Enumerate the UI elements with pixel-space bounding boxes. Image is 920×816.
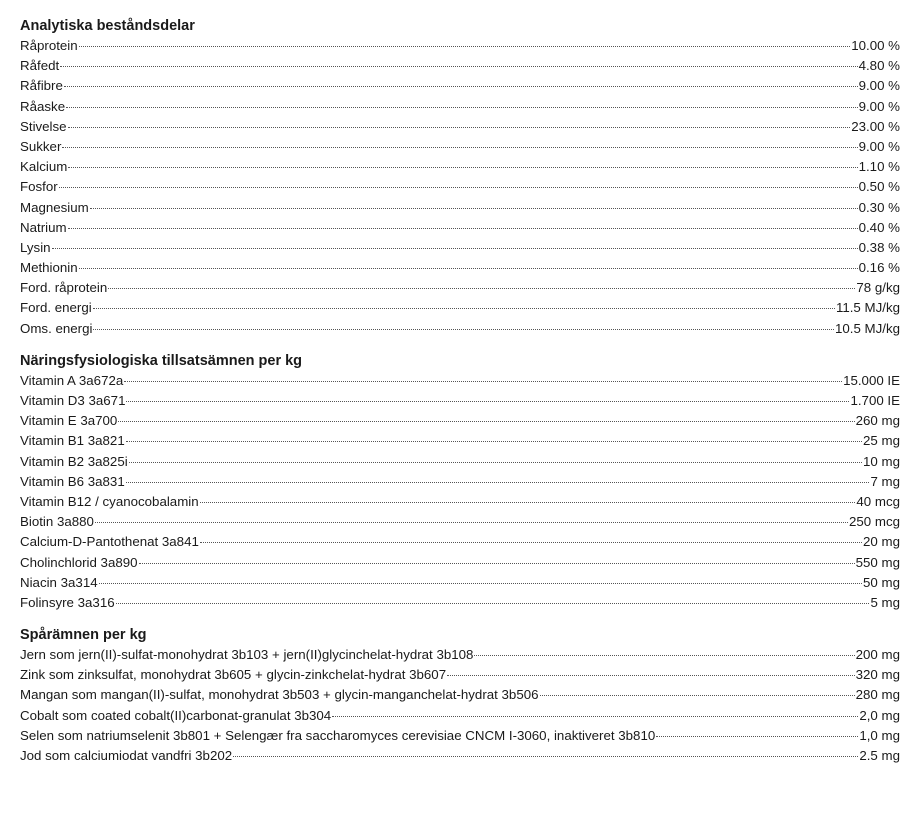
dot-leader [90, 208, 858, 209]
nutrition-document [20, 14, 900, 766]
item-value: 2.5 mg [859, 748, 900, 763]
item-value: 10 mg [863, 453, 900, 469]
list-item [20, 532, 900, 552]
item-name: Vitamin B1 3a821 [20, 433, 125, 449]
list-item [20, 157, 900, 177]
section-analytical [20, 14, 900, 339]
list-item [20, 492, 900, 512]
dot-leader [68, 167, 857, 168]
item-value: 78 g/kg [856, 280, 900, 296]
dot-leader [62, 147, 857, 148]
dot-leader [79, 268, 858, 269]
list-item [20, 411, 900, 431]
dot-leader [124, 381, 842, 382]
list-item [20, 452, 900, 472]
list-item [20, 593, 900, 613]
list-item [20, 177, 900, 197]
list-item [20, 573, 900, 593]
item-value: 5 mg [870, 594, 900, 610]
dot-leader [52, 248, 858, 249]
item-value: 4.80 % [858, 58, 900, 74]
item-value: 9.00 % [858, 138, 900, 154]
dot-leader [332, 716, 858, 717]
list-item [20, 665, 900, 685]
dot-leader [68, 127, 851, 128]
item-value: 7 mg [870, 473, 900, 489]
item-name: Selen som natriumselenit 3b801 + Selengær fra saccharomyces cerevisiae CNCM I-3060, inaktiveret 3b810 [20, 727, 656, 743]
item-value: 9.00 % [858, 98, 900, 114]
list-item [20, 472, 900, 492]
item-value: 0.40 % [858, 219, 900, 235]
item-value: 280 mg [855, 687, 900, 703]
dot-leader [116, 603, 870, 604]
item-value: 10.5 MJ/kg [834, 320, 900, 336]
dot-leader [66, 107, 858, 108]
dot-leader [59, 187, 858, 188]
dot-leader [540, 695, 855, 696]
item-value: 550 mg [855, 554, 900, 570]
dot-leader [200, 502, 856, 503]
item-name: Niacin 3a314 [20, 574, 98, 590]
list-item [20, 137, 900, 157]
item-value: 320 mg [855, 667, 900, 683]
item-name: Cholinchlorid 3a890 [20, 554, 138, 570]
item-value: 15.000 IE [843, 372, 900, 388]
item-name: Vitamin B6 3a831 [20, 473, 125, 489]
list-item [20, 278, 900, 298]
item-value: 200 mg [855, 647, 900, 663]
dot-leader [108, 288, 855, 289]
item-name: Lysin [20, 239, 51, 255]
item-name: Ford. energi [20, 300, 92, 316]
list-item [20, 36, 900, 56]
item-name: Calcium-D-Pantothenat 3a841 [20, 534, 199, 550]
dot-leader [139, 563, 855, 564]
list-item [20, 685, 900, 705]
section-title: Näringsfysiologiska tillsatsämnen per kg [20, 352, 303, 369]
item-name: Jod som calciumiodat vandfri 3b202 [20, 748, 233, 763]
item-value: 0.38 % [858, 239, 900, 255]
item-name: Ford. råprotein [20, 280, 108, 296]
item-name: Vitamin B12 / cyanocobalamin [20, 493, 199, 509]
dot-leader [126, 401, 849, 402]
item-value: 1.700 IE [850, 393, 900, 408]
item-value: 1.10 % [858, 159, 900, 175]
dot-leader [474, 655, 854, 656]
dot-leader [64, 86, 858, 87]
list-item [20, 218, 900, 238]
analytical-list [20, 36, 900, 339]
item-name: Vitamin A 3a672a [20, 372, 124, 388]
item-value: 20 mg [863, 534, 900, 550]
item-name: Methionin [20, 260, 78, 276]
item-value: 23.00 % [851, 118, 900, 134]
item-name: Magnesium [20, 199, 89, 215]
dot-leader [200, 542, 862, 543]
list-item [20, 391, 900, 411]
list-item [20, 298, 900, 318]
item-name: Natrium [20, 219, 67, 235]
list-item [20, 56, 900, 76]
dot-leader [129, 462, 862, 463]
list-item [20, 371, 900, 391]
item-value: 40 mcg [856, 493, 900, 509]
dot-leader [126, 441, 862, 442]
section-title: Spårämnen per kg [20, 627, 147, 644]
list-item [20, 97, 900, 117]
item-name: Vitamin B2 3a825i [20, 453, 128, 469]
item-value: 2,0 mg [859, 707, 900, 723]
dot-leader [60, 66, 857, 67]
list-item [20, 746, 900, 766]
item-value: 250 mcg [849, 514, 900, 530]
dot-leader [79, 46, 851, 47]
item-value: 9.00 % [858, 78, 900, 94]
item-name: Råaske [20, 98, 66, 114]
item-name: Vitamin E 3a700 [20, 413, 118, 429]
item-name: Vitamin D3 3a671 [20, 393, 126, 408]
section-trace-elements [20, 623, 900, 766]
item-name: Mangan som mangan(II)-sulfat, monohydrat 3b503 + glycin-manganchelat-hydrat 3b506 [20, 687, 539, 703]
trace-elements-list [20, 645, 900, 766]
list-item [20, 553, 900, 573]
list-item [20, 431, 900, 451]
additives-list [20, 371, 900, 613]
dot-leader [93, 308, 835, 309]
section-title: Analytiska beståndsdelar [20, 18, 195, 34]
item-value: 50 mg [863, 574, 900, 590]
item-value: 11.5 MJ/kg [835, 300, 900, 316]
item-name: Sukker [20, 138, 62, 154]
item-value: 0.16 % [858, 260, 900, 276]
list-item [20, 238, 900, 258]
dot-leader [68, 228, 858, 229]
item-value: 25 mg [863, 433, 900, 449]
item-name: Jern som jern(II)-sulfat-monohydrat 3b103 + jern(II)glycinchelat-hydrat 3b108 [20, 647, 474, 663]
dot-leader [93, 329, 834, 330]
item-name: Råfibre [20, 78, 63, 94]
list-item [20, 512, 900, 532]
item-name: Biotin 3a880 [20, 514, 94, 530]
list-item [20, 645, 900, 665]
item-value: 260 mg [855, 413, 900, 429]
dot-leader [95, 522, 848, 523]
list-item [20, 706, 900, 726]
item-name: Stivelse [20, 118, 67, 134]
dot-leader [233, 756, 858, 757]
item-name: Cobalt som coated cobalt(II)carbonat-granulat 3b304 [20, 707, 332, 723]
list-item [20, 319, 900, 339]
list-item [20, 198, 900, 218]
dot-leader [118, 421, 854, 422]
item-value: 0.30 % [858, 199, 900, 215]
item-name: Fosfor [20, 179, 58, 195]
list-item [20, 76, 900, 96]
item-name: Oms. energi [20, 320, 93, 336]
item-name: Råprotein [20, 38, 78, 53]
dot-leader [126, 482, 870, 483]
item-name: Folinsyre 3a316 [20, 594, 115, 610]
dot-leader [656, 736, 858, 737]
item-name: Råfedt [20, 58, 60, 74]
section-additives [20, 349, 900, 613]
list-item [20, 117, 900, 137]
list-item [20, 726, 900, 746]
item-value: 0.50 % [858, 179, 900, 195]
list-item [20, 258, 900, 278]
item-value: 1,0 mg [859, 727, 900, 743]
item-name: Zink som zinksulfat, monohydrat 3b605 + glycin-zinkchelat-hydrat 3b607 [20, 667, 447, 683]
item-value: 10.00 % [851, 38, 900, 53]
dot-leader [447, 675, 855, 676]
item-name: Kalcium [20, 159, 68, 175]
dot-leader [99, 583, 862, 584]
